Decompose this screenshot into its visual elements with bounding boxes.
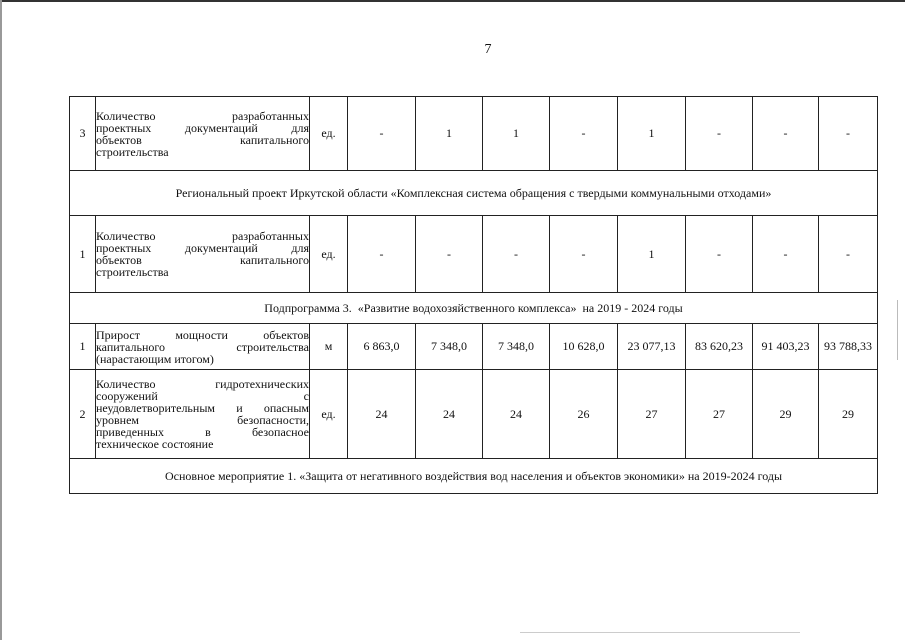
page-number: 7 bbox=[484, 42, 492, 57]
value-cell: - bbox=[348, 97, 416, 171]
indicator-line: объектов капитального bbox=[96, 253, 309, 267]
scan-mark-bottom bbox=[520, 632, 800, 633]
value-cell: 7 348,0 bbox=[483, 324, 550, 370]
value-cell: 91 403,23 bbox=[753, 324, 819, 370]
value-cell: 7 348,0 bbox=[416, 324, 483, 370]
row-number: 2 bbox=[70, 370, 96, 459]
unit-cell: ед. bbox=[310, 370, 348, 459]
table-row bbox=[70, 324, 878, 370]
section-heading: Подпрограмма 3. «Развитие водохозяйственного комплекса» на 2019 - 2024 годы bbox=[70, 293, 878, 324]
indicator-line: проектных документаций для bbox=[96, 120, 309, 135]
indicator-line: Прирост мощности объектов bbox=[96, 327, 309, 342]
indicator-name bbox=[96, 324, 310, 370]
indicator-line: строительства bbox=[96, 144, 169, 159]
scan-top-border bbox=[0, 0, 905, 2]
value-cell: 27 bbox=[618, 370, 686, 459]
indicator-line: Количество разработанных bbox=[96, 108, 309, 123]
value-cell: - bbox=[348, 216, 416, 293]
value-cell: - bbox=[550, 216, 618, 293]
section-heading: Основное мероприятие 1. «Защита от негативного воздействия вод населения и объектов экономики» на 2019-2024 годы bbox=[70, 459, 878, 494]
value-cell: - bbox=[686, 97, 753, 171]
value-cell: - bbox=[550, 97, 618, 171]
indicator-line: сооружений с bbox=[96, 389, 309, 403]
value-cell: - bbox=[416, 216, 483, 293]
indicator-name bbox=[96, 97, 310, 171]
value-cell: 1 bbox=[483, 97, 550, 171]
value-cell: 24 bbox=[416, 370, 483, 459]
indicator-line: строительства bbox=[96, 265, 169, 279]
value-cell: - bbox=[819, 97, 878, 171]
value-cell: - bbox=[753, 97, 819, 171]
scan-mark bbox=[897, 300, 898, 360]
value-cell: - bbox=[819, 216, 878, 293]
unit-cell: ед. bbox=[310, 216, 348, 293]
section-row bbox=[70, 293, 878, 324]
value-cell: 26 bbox=[550, 370, 618, 459]
indicator-name bbox=[96, 370, 310, 459]
value-cell: 93 788,33 bbox=[819, 324, 878, 370]
section-row bbox=[70, 171, 878, 216]
section-row bbox=[70, 459, 878, 494]
value-cell: 1 bbox=[618, 97, 686, 171]
value-cell: 29 bbox=[753, 370, 819, 459]
value-cell: - bbox=[483, 216, 550, 293]
value-cell: - bbox=[686, 216, 753, 293]
value-cell: 29 bbox=[819, 370, 878, 459]
section-heading: Региональный проект Иркутской области «Комплексная система обращения с твердыми коммунальными отходами» bbox=[70, 171, 878, 216]
value-cell: 1 bbox=[416, 97, 483, 171]
value-cell: 6 863,0 bbox=[348, 324, 416, 370]
indicator-name bbox=[96, 216, 310, 293]
value-cell: 10 628,0 bbox=[550, 324, 618, 370]
scan-left-border bbox=[0, 0, 2, 640]
table-row bbox=[70, 216, 878, 293]
value-cell: 24 bbox=[483, 370, 550, 459]
indicator-line: уровнем безопасности, bbox=[96, 413, 309, 427]
indicator-table bbox=[69, 96, 878, 494]
value-cell: 27 bbox=[686, 370, 753, 459]
value-cell: 83 620,23 bbox=[686, 324, 753, 370]
unit-cell: м bbox=[310, 324, 348, 370]
row-number: 1 bbox=[70, 216, 96, 293]
indicator-line: приведенных в безопасное bbox=[96, 425, 309, 439]
indicator-line: неудовлетворительным и опасным bbox=[96, 401, 309, 415]
indicator-line: капитального строительства bbox=[96, 339, 309, 354]
indicator-line: Количество гидротехнических bbox=[96, 377, 309, 391]
table-row bbox=[70, 97, 878, 171]
indicator-line: проектных документаций для bbox=[96, 241, 309, 255]
value-cell: 24 bbox=[348, 370, 416, 459]
indicator-line: техническое состояние bbox=[96, 437, 214, 451]
value-cell: - bbox=[753, 216, 819, 293]
table-row bbox=[70, 370, 878, 459]
indicator-line: объектов капитального bbox=[96, 132, 309, 147]
unit-cell: ед. bbox=[310, 97, 348, 171]
value-cell: 23 077,13 bbox=[618, 324, 686, 370]
indicator-line: (нарастающим итогом) bbox=[96, 351, 214, 366]
row-number: 1 bbox=[70, 324, 96, 370]
row-number: 3 bbox=[70, 97, 96, 171]
value-cell: 1 bbox=[618, 216, 686, 293]
indicator-line: Количество разработанных bbox=[96, 229, 309, 243]
